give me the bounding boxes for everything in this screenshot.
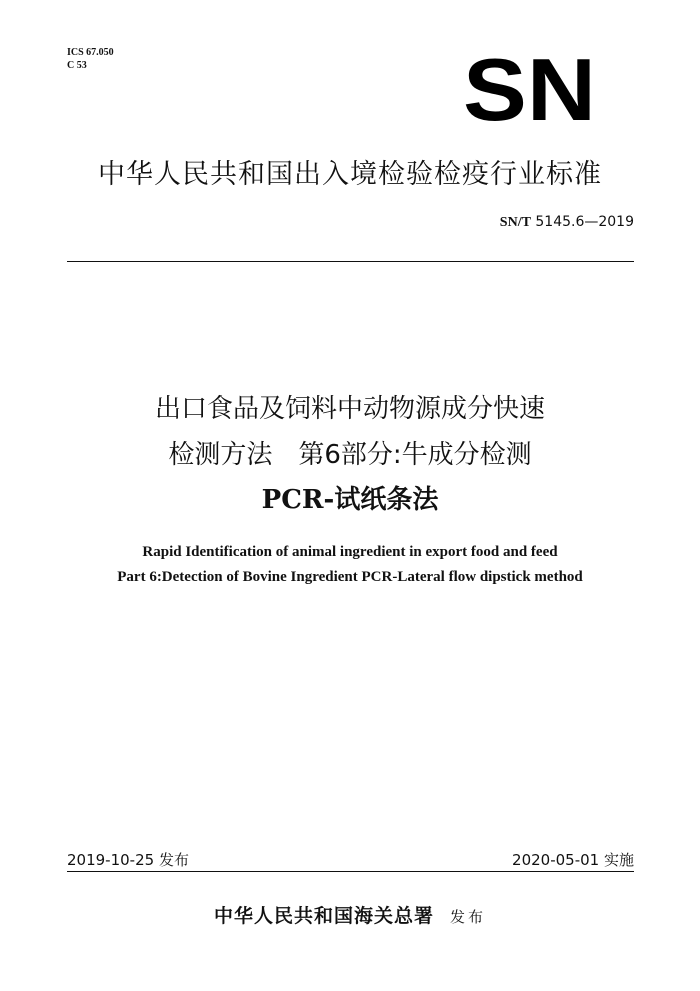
issue-date: 2019-10-25 发布 <box>67 851 189 869</box>
standard-number <box>500 214 634 231</box>
standard-number-prefix: SN/T <box>499 215 531 230</box>
header-divider <box>67 261 634 262</box>
title-en-line1: Rapid Identification of animal ingredient in export food and feed <box>142 544 558 560</box>
title-cn-line2: 检测方法 第6部分:牛成分检测 <box>168 440 532 470</box>
title-cn-line3: PCR-试纸条法 <box>261 485 439 515</box>
standard-number-value: 5145.6—2019 <box>535 214 634 230</box>
ccs-code: C 53 <box>67 60 87 71</box>
issuer <box>0 901 700 928</box>
standard-organization: 中华人民共和国出入境检验检疫行业标准 <box>98 159 602 190</box>
title-en-line2: Part 6:Detection of Bovine Ingredient PCR-Lateral flow dipstick method <box>117 569 583 585</box>
issuer-name: 中华人民共和国海关总署 <box>213 905 434 927</box>
ics-code: ICS 67.050 <box>67 47 114 58</box>
sn-logo-text: SN <box>463 56 596 124</box>
classification-codes <box>67 46 114 72</box>
title-cn-line1: 出口食品及饲料中动物源成分快速 <box>154 394 545 424</box>
footer-divider <box>67 871 634 872</box>
sn-logo <box>463 56 596 124</box>
issuer-action: 发布 <box>450 908 487 926</box>
effective-date: 2020-05-01 实施 <box>512 851 634 869</box>
